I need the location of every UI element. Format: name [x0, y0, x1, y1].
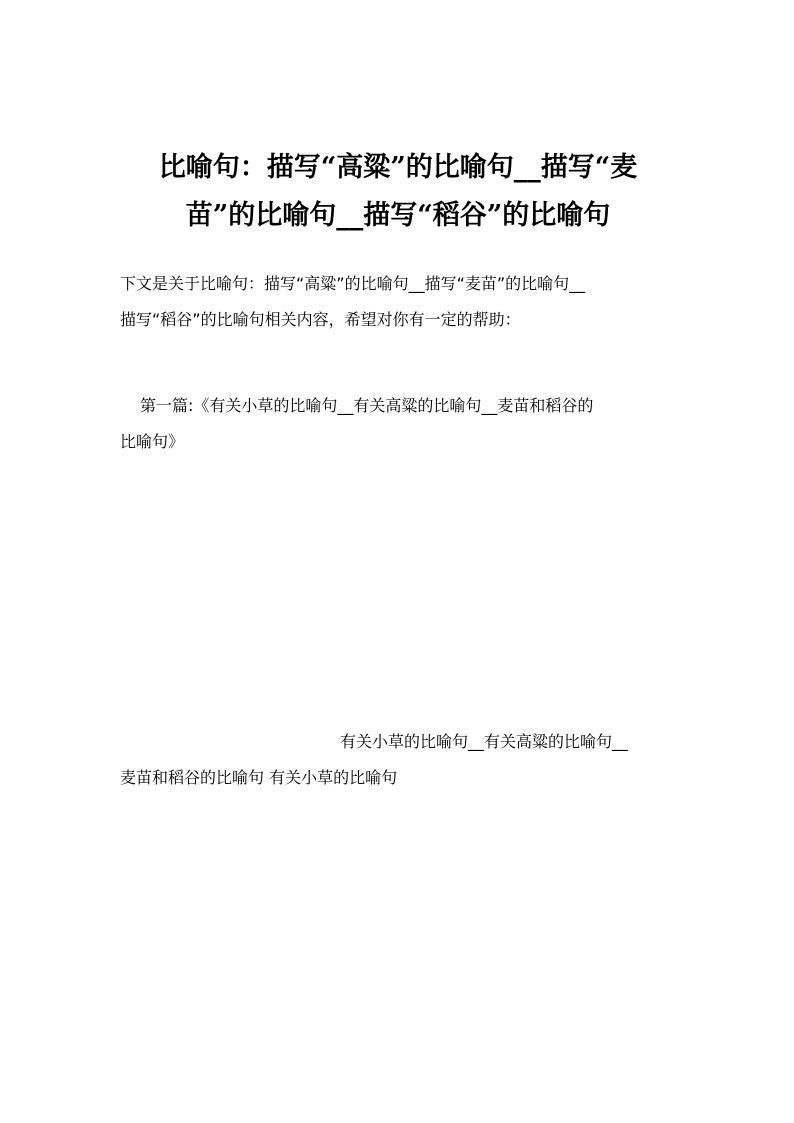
document-title [120, 144, 676, 240]
section-heading [120, 388, 676, 460]
section-heading-line: 比喻句》 [120, 432, 185, 451]
closing-line: 麦苗和稻谷的比喻句 有关小草的比喻句 [120, 768, 398, 787]
title-line: 苗”的比喻句__描写“稻谷”的比喻句 [185, 200, 611, 231]
intro-paragraph [120, 266, 676, 338]
title-line: 比喻句：描写“高粱”的比喻句__描写“麦 [158, 152, 638, 183]
section-heading-line: 第一篇:《有关小草的比喻句__有关高粱的比喻句__麦苗和稻谷的 [140, 396, 594, 415]
intro-line: 描写“稻谷”的比喻句相关内容，希望对你有一定的帮助： [120, 310, 521, 329]
closing-line: 有关小草的比喻句__有关高粱的比喻句__ [340, 732, 629, 751]
intro-line: 下文是关于比喻句：描写“高粱”的比喻句__描写“麦苗”的比喻句__ [120, 274, 586, 293]
closing-paragraph [120, 724, 676, 796]
